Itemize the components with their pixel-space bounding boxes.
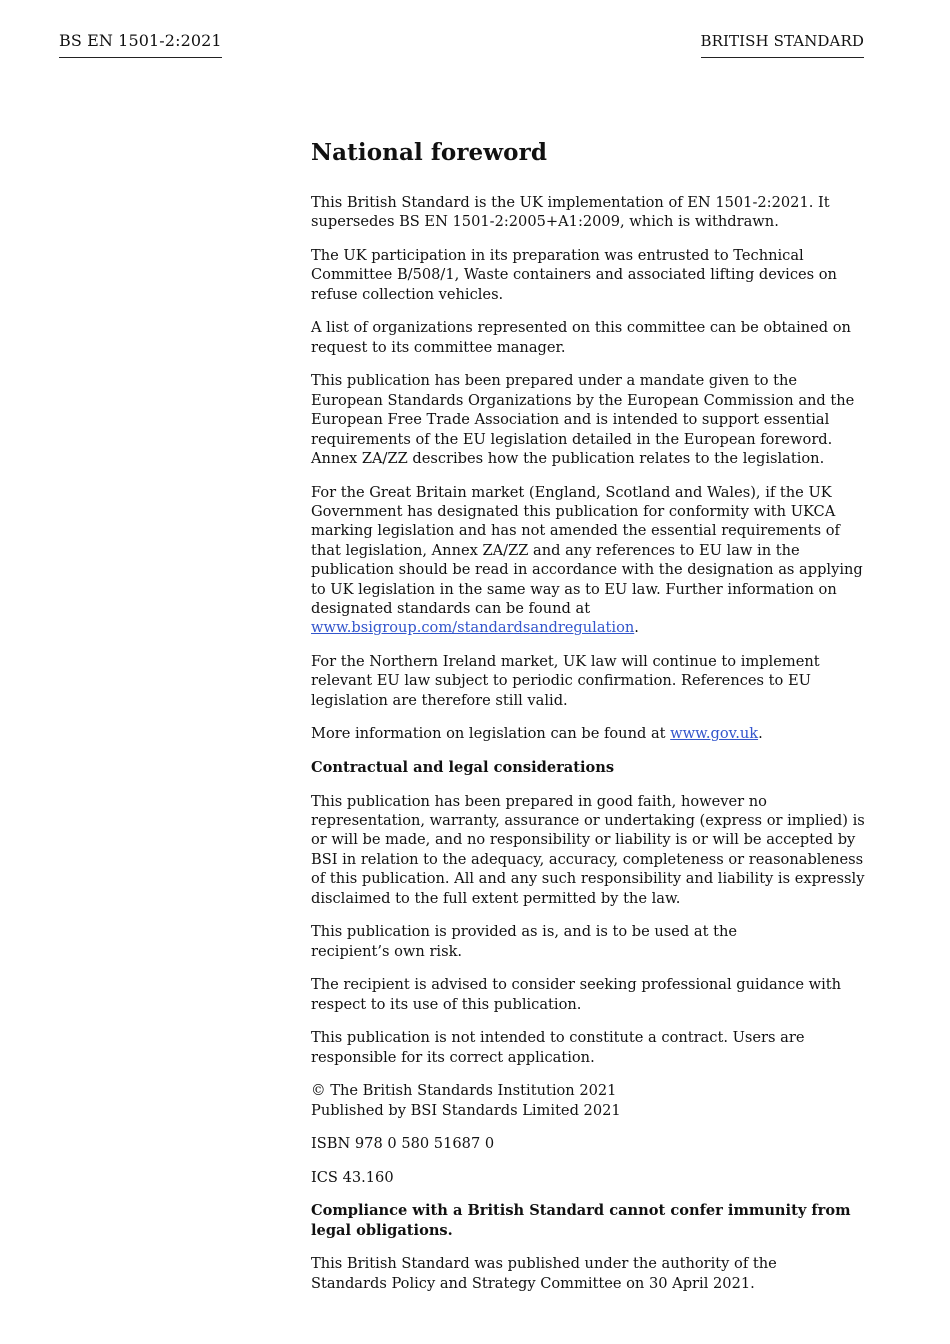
paragraph-copyright [311,1081,867,1120]
paragraph-as-is [311,922,867,961]
compliance-statement: Compliance with a British Standard cannot confer immunity from legal obligations. [311,1202,851,1239]
page-title: National foreword [311,139,548,166]
isbn: ISBN 978 0 580 51687 0 [311,1135,495,1153]
more-info-text: More information on legislation can be found at [311,725,671,743]
paragraph-more-info [311,724,867,743]
paragraph-great-britain [311,483,867,638]
great-britain-end: . [634,619,639,637]
bsigroup-link[interactable]: www.bsigroup.com/standardsandregulation [311,619,635,637]
gov-uk-link[interactable]: www.gov.uk [670,725,759,743]
copyright-line: © The British Standards Institution 2021 [311,1082,617,1100]
page-header-right: BRITISH STANDARD [701,30,865,58]
page-header-left: BS EN 1501-2:2021 [59,30,222,58]
paragraph-committee: The UK participation in its preparation was entrusted to Technical Committee B/508/1, Waste containers and associated lifting devices on refuse collection vehicles. [311,247,837,303]
as-is-line-1: This publication is provided as is, and is to be used at the [311,923,738,941]
as-is-line-2: recipient’s own risk. [311,942,463,960]
great-britain-text: For the Great Britain market (England, Scotland and Wales), if the UK Government has designated this publication for conformity with UKCA marking legislation and has not amended the essential requirements of that legislation, Annex ZA/ZZ and any references to EU law in the publication should be read in accordance with the designation as applying to UK legislation in the same way as to EU law. Further information on designated standards can be found at [311,483,863,618]
contractual-heading: Contractual and legal considerations [311,759,615,777]
foreword-body [311,138,867,1307]
authority-line-1: This British Standard was published under the authority of the [311,1255,777,1273]
paragraph-authority [311,1254,867,1293]
paragraph-implementation: This British Standard is the UK implementation of EN 1501-2:2021. It supersedes BS EN 1501-2:2005+A1:2009, which is withdrawn. [311,194,830,231]
published-by-line: Published by BSI Standards Limited 2021 [311,1101,621,1119]
paragraph-good-faith: This publication has been prepared in good faith, however no representation, warranty, assurance or undertaking (express or implied) is or will be made, and no responsibility or liability is or will be accepted by BSI in relation to the adequacy, accuracy, completeness or reasonableness of this publication. All and any such responsibility and liability is expressly disclaimed to the full extent permitted by the law. [311,792,865,907]
paragraph-contract: This publication is not intended to constitute a contract. Users are responsible for its correct application. [311,1029,805,1066]
ics: ICS 43.160 [311,1168,394,1186]
more-info-end: . [758,725,763,743]
authority-line-2: Standards Policy and Strategy Committee on 30 April 2021. [311,1274,755,1292]
paragraph-mandate: This publication has been prepared under a mandate given to the European Standards Organizations by the European Commission and the European Free Trade Association and is intended to support essential requirements of the EU legislation detailed in the European foreword. Annex ZA/ZZ describes how the publication relates to the legislation. [311,372,855,468]
paragraph-organizations: A list of organizations represented on this committee can be obtained on request to its committee manager. [311,319,851,356]
paragraph-northern-ireland: For the Northern Ireland market, UK law will continue to implement relevant EU law subject to periodic confirmation. References to EU legislation are therefore still valid. [311,653,820,709]
paragraph-guidance: The recipient is advised to consider seeking professional guidance with respect to its use of this publication. [311,976,842,1013]
